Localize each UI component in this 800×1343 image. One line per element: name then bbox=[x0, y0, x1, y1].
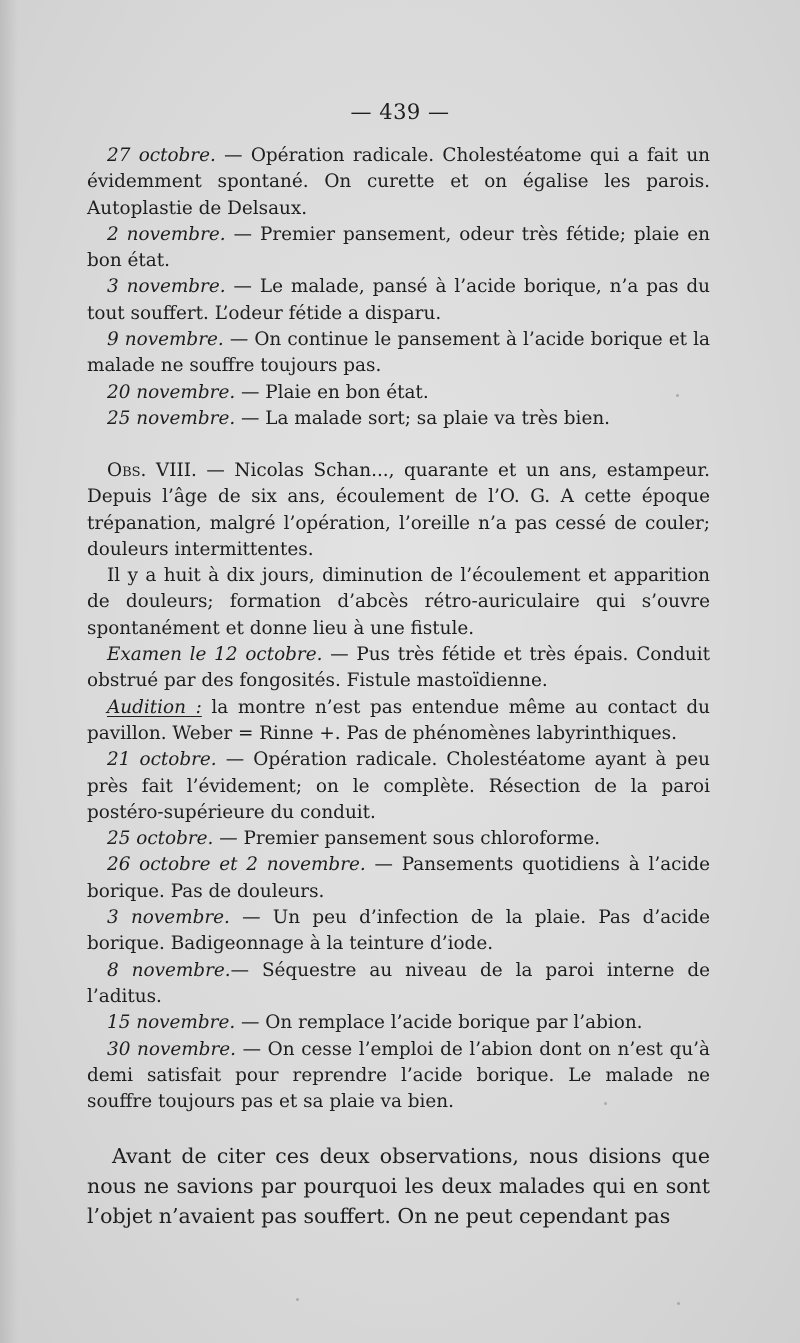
entry-text: — Opération radicale. Cholestéatome qui a fait un évidemment spontané. On curette et on égalise les parois. Autoplastie de Delsaux. bbox=[87, 145, 711, 219]
obs-text: — Nicolas Schan..., quarante et un ans, estampeur. Depuis l’âge de six ans, écoulement de l’O. G. A cette époque trépanation, malgré l’opération, l’oreille n’a pas cessé de couler; douleurs intermittentes. bbox=[87, 460, 710, 560]
observation-viii bbox=[87, 458, 710, 1115]
entry bbox=[87, 222, 710, 275]
entry-date: 21 octobre. bbox=[107, 749, 217, 771]
entry-text: — Premier pansement sous chloroforme. bbox=[213, 828, 601, 850]
closing-paragraph-block bbox=[87, 1141, 710, 1231]
entry-text: — Premier pansement, odeur très fétide; plaie en bon état. bbox=[87, 223, 710, 272]
entry-date: 9 novembre. bbox=[107, 329, 224, 351]
entry-text: — Un peu d’infection de la plaie. Pas d’acide borique. Badigeonnage à la teinture d’iode. bbox=[87, 907, 710, 955]
entry-text: — Le malade, pansé à l’acide borique, n’a pas du tout souffert. L’odeur fétide a disparu. bbox=[87, 276, 711, 324]
examen-text: — Pus très fétide et très épais. Conduit obstrué par des fongosités. Fistule mastoïdienne. bbox=[87, 644, 710, 692]
entry-date: 3 novembre. bbox=[107, 907, 230, 929]
entry bbox=[87, 1037, 710, 1116]
entry bbox=[87, 327, 710, 380]
entry bbox=[87, 852, 710, 905]
entry bbox=[87, 380, 710, 406]
entry-date: 8 novembre. bbox=[107, 959, 231, 981]
entry-date: 27 octobre. bbox=[107, 145, 216, 166]
paper-speck bbox=[604, 1102, 607, 1105]
entry-date: 3 novembre. bbox=[107, 276, 226, 298]
entry-date: 15 novembre. bbox=[107, 1012, 236, 1034]
history-paragraph: Il y a huit à dix jours, diminution de l’écoulement et apparition de douleurs; formation d’abcès rétro-auriculaire qui s’ouvre spontanément et donne lieu à une fistule. bbox=[87, 565, 710, 639]
entry-text: — Pansements quotidiens à l’acide borique. Pas de douleurs. bbox=[87, 854, 710, 902]
audition-paragraph bbox=[87, 695, 710, 748]
case-notes-previous bbox=[87, 143, 710, 432]
entry-text: — On cesse l’emploi de l’abion dont on n’est qu’à demi satisfait pour reprendre l’acide borique. Le malade ne souffre toujours pas et sa plaie va bien. bbox=[87, 1038, 710, 1113]
paper-speck bbox=[677, 1302, 680, 1305]
entry bbox=[87, 826, 710, 852]
entry bbox=[87, 958, 710, 1011]
audition-label: Audition : bbox=[107, 696, 202, 718]
paper-speck bbox=[296, 1298, 299, 1301]
audition-text: la montre n’est pas entendue même au contact du pavillon. Weber = Rinne +. Pas de phénomènes labyrinthiques. bbox=[87, 696, 710, 744]
scan-edge-shadow bbox=[0, 0, 18, 1343]
entry bbox=[87, 747, 710, 826]
entry bbox=[87, 1010, 710, 1036]
entry bbox=[87, 406, 710, 432]
paper-speck bbox=[676, 394, 679, 397]
entry-text: — On remplace l’acide borique par l’abion. bbox=[235, 1012, 643, 1034]
entry-date: 30 novembre. bbox=[107, 1038, 236, 1060]
entry bbox=[87, 143, 710, 222]
entry-text: — On continue le pansement à l’acide borique et la malade ne souffre toujours pas. bbox=[87, 329, 710, 377]
entry-text: — Séquestre au niveau de la paroi interne de l’aditus. bbox=[87, 959, 710, 1007]
entry-date: 2 novembre. bbox=[107, 223, 226, 245]
entry-date: 26 octobre et 2 novembre. bbox=[107, 854, 366, 876]
examen-label: Examen le 12 octobre. bbox=[107, 644, 323, 666]
entry-text: — La malade sort; sa plaie va très bien. bbox=[235, 407, 611, 429]
entry-date: 25 octobre. bbox=[107, 828, 214, 850]
entry-date: 25 novembre. bbox=[107, 407, 236, 429]
page-number: — 439 — bbox=[350, 100, 450, 124]
entry bbox=[87, 274, 710, 327]
entry-text: — Opération radicale. Cholestéatome ayant à peu près fait l’évidement; on le complète. Résection de la paroi postéro-supérieure du conduit. bbox=[87, 749, 710, 823]
obs-heading-paragraph bbox=[87, 458, 710, 563]
entry-date: 20 novembre. bbox=[107, 381, 236, 403]
closing-paragraph: Avant de citer ces deux observations, nous disions que nous ne savions par pourquoi les deux malades qui en sont l’objet n’avaient pas souffert. On ne peut cependant pas bbox=[87, 1144, 710, 1228]
entry bbox=[87, 905, 710, 958]
obs-label: Obs. VIII. bbox=[107, 460, 197, 481]
entry-text: — Plaie en bon état. bbox=[235, 381, 429, 403]
examen-paragraph bbox=[87, 642, 710, 695]
